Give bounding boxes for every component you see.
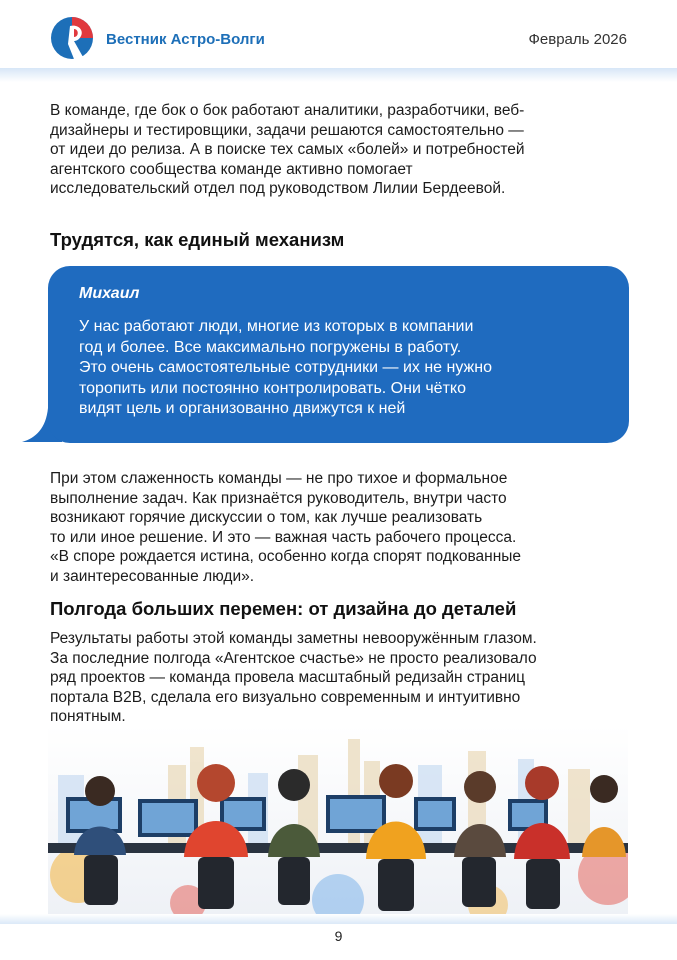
quote-author: Михаил [79,285,140,302]
text-line: ряд проектов — команда провела масштабный редизайн страниц [50,669,526,687]
body-paragraph [50,469,630,587]
section-heading: Полгода больших перемен: от дизайна до деталей [50,598,517,619]
text-line: В команде, где бок о бок работают аналитики, разработчики, веб- [50,102,525,119]
issue-date: Февраль 2026 [528,31,627,48]
text-line: исследовательский отдел под руководством Лилии Бердеевой. [50,180,506,198]
results-paragraph [50,629,630,727]
text-line: и заинтересованные люди». [50,567,255,585]
text-line: понятным. [50,708,126,726]
text-line: За последние полгода «Агентское счастье» не просто реализовало [50,649,537,667]
text-line: «В споре рождается истина, особенно когда спорят подкованные [50,548,522,566]
astro-volga-logo-icon [50,16,94,60]
quote-bubble [48,266,629,443]
header-divider [0,68,677,82]
text-line: портала B2B, сделала его визуально современным и интуитивно [50,688,521,706]
text-line: При этом слаженность команды — не про тихое и формальное [50,470,508,487]
text-line: торопить или постоянно контролировать. Они чётко [79,379,466,397]
text-line: дизайнеры и тестировщики, задачи решаются самостоятельно — [50,121,524,139]
text-line: от идеи до релиза. А в поиске тех самых «болей» и потребностей [50,141,525,159]
text-line: выполнение задач. Как признаётся руководитель, внутри часто [50,489,507,507]
text-line: Результаты работы этой команды заметны невооружённым глазом. [50,630,537,647]
text-line: видят цель и организованно движутся к ней [79,400,406,418]
text-line: год и более. Все максимально погружены в работу. [79,338,462,356]
text-line: то или иное решение. И это — важная часть рабочего процесса. [50,528,517,546]
text-line: возникают горячие дискуссии о том, как лучше реализовать [50,509,483,527]
team-at-computers-illustration [48,725,628,917]
text-line: У нас работают люди, многие из которых в компании [79,318,474,335]
text-line: агентского сообщества команде активно помогает [50,160,413,178]
intro-paragraph [50,101,630,199]
page-header [0,0,677,74]
page-number: 9 [334,928,343,944]
text-line: Это очень самостоятельные сотрудники — их не нужно [79,359,492,377]
section-heading: Трудятся, как единый механизм [50,229,345,250]
footer-divider [0,914,677,924]
quote-text [79,317,609,420]
publication-title: Вестник Астро-Волги [106,31,265,48]
